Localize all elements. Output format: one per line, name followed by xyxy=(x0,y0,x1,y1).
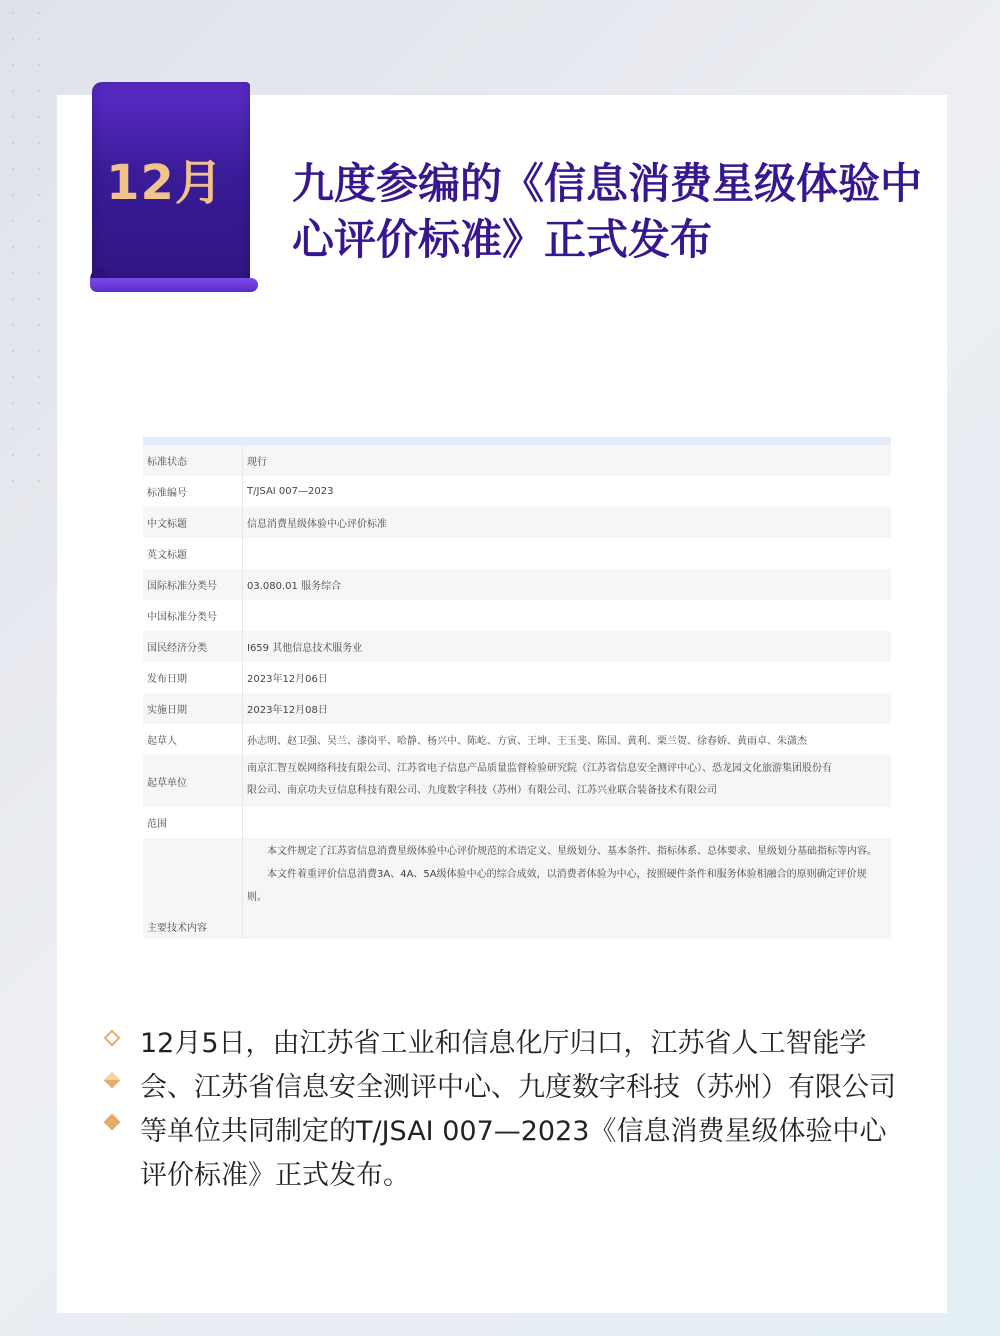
row-value xyxy=(243,755,891,807)
table-row xyxy=(143,724,891,755)
value-line: 限公司、南京功夫豆信息科技有限公司、九度数字科技（苏州）有限公司、江苏兴业联合装备技术有限公司 xyxy=(247,785,717,796)
content-paragraph: 本文件规定了江苏省信息消费星级体验中心评价规范的术语定义、星级划分、基本条件、指标体系、总体要求、星级划分基础指标等内容。 xyxy=(267,846,877,857)
table-row xyxy=(143,569,891,600)
page-title: 九度参编的《信息消费星级体验中心评价标准》正式发布 xyxy=(292,159,923,264)
table-row xyxy=(143,600,891,631)
row-label: 中文标题 xyxy=(143,507,243,538)
background-dots xyxy=(0,0,60,500)
ribbon-fold xyxy=(90,278,258,292)
row-value: 现行 xyxy=(247,457,267,468)
table-row xyxy=(143,838,891,939)
row-value xyxy=(243,807,891,838)
row-value: 信息消费星级体验中心评价标准 xyxy=(247,519,387,530)
row-label: 国际标准分类号 xyxy=(143,569,243,600)
row-value: 2023年12月08日 xyxy=(247,705,328,716)
table-row xyxy=(143,807,891,838)
month-ribbon xyxy=(90,82,262,298)
row-value: T/JSAI 007—2023 xyxy=(247,486,334,497)
content-paragraph: 本文件着重评价信息消费3A、4A、5A级体验中心的综合成效，以消费者体验为中心，按照硬件条件和服务体验相融合的原则确定评价规则。 xyxy=(247,869,867,903)
row-value: I659 其他信息技术服务业 xyxy=(247,643,363,654)
table-row xyxy=(143,445,891,476)
row-label: 范围 xyxy=(143,807,243,838)
row-label: 国民经济分类 xyxy=(143,631,243,662)
row-label: 实施日期 xyxy=(143,693,243,724)
table-row xyxy=(143,662,891,693)
announcement-paragraph: 12月5日，由江苏省工业和信息化厅归口，江苏省人工智能学会、江苏省信息安全测评中心、九度数字科技（苏州）有限公司等单位共同制定的T/JSAI 007—2023《信息消费星级体验中心评价标准》正式发布。 xyxy=(140,1028,896,1191)
row-value xyxy=(243,600,891,631)
row-label: 发布日期 xyxy=(143,662,243,693)
table-row xyxy=(143,538,891,569)
row-value: 03.080.01 服务综合 xyxy=(247,581,342,592)
table-header-bar xyxy=(143,437,891,445)
row-label: 英文标题 xyxy=(143,538,243,569)
row-label: 标准编号 xyxy=(143,476,243,507)
row-label: 起草人 xyxy=(143,724,243,755)
row-value xyxy=(243,538,891,569)
month-label: 12月 xyxy=(106,155,224,211)
value-line: 南京汇智互娱网络科技有限公司、江苏省电子信息产品质量监督检验研究院（江苏省信息安全测评中心）、恐龙园文化旅游集团股份有 xyxy=(247,763,832,774)
row-value: 2023年12月06日 xyxy=(247,674,328,685)
row-label: 标准状态 xyxy=(143,445,243,476)
standard-info-table xyxy=(143,437,891,939)
row-value: 孙志明、赵卫强、吴兰、漆岗平、哈静、杨兴中、陈屹、方寅、王坤、王玉斐、陈国、黄利、栗兰贺、徐春娇、黄雨卓、朱潇杰 xyxy=(247,736,807,747)
table-row xyxy=(143,755,891,807)
table-row xyxy=(143,631,891,662)
table-row xyxy=(143,507,891,538)
row-value xyxy=(243,838,891,939)
row-label: 中国标准分类号 xyxy=(143,600,243,631)
row-label: 起草单位 xyxy=(143,755,243,807)
table-row xyxy=(143,693,891,724)
table-row xyxy=(143,476,891,507)
row-label: 主要技术内容 xyxy=(143,838,243,939)
